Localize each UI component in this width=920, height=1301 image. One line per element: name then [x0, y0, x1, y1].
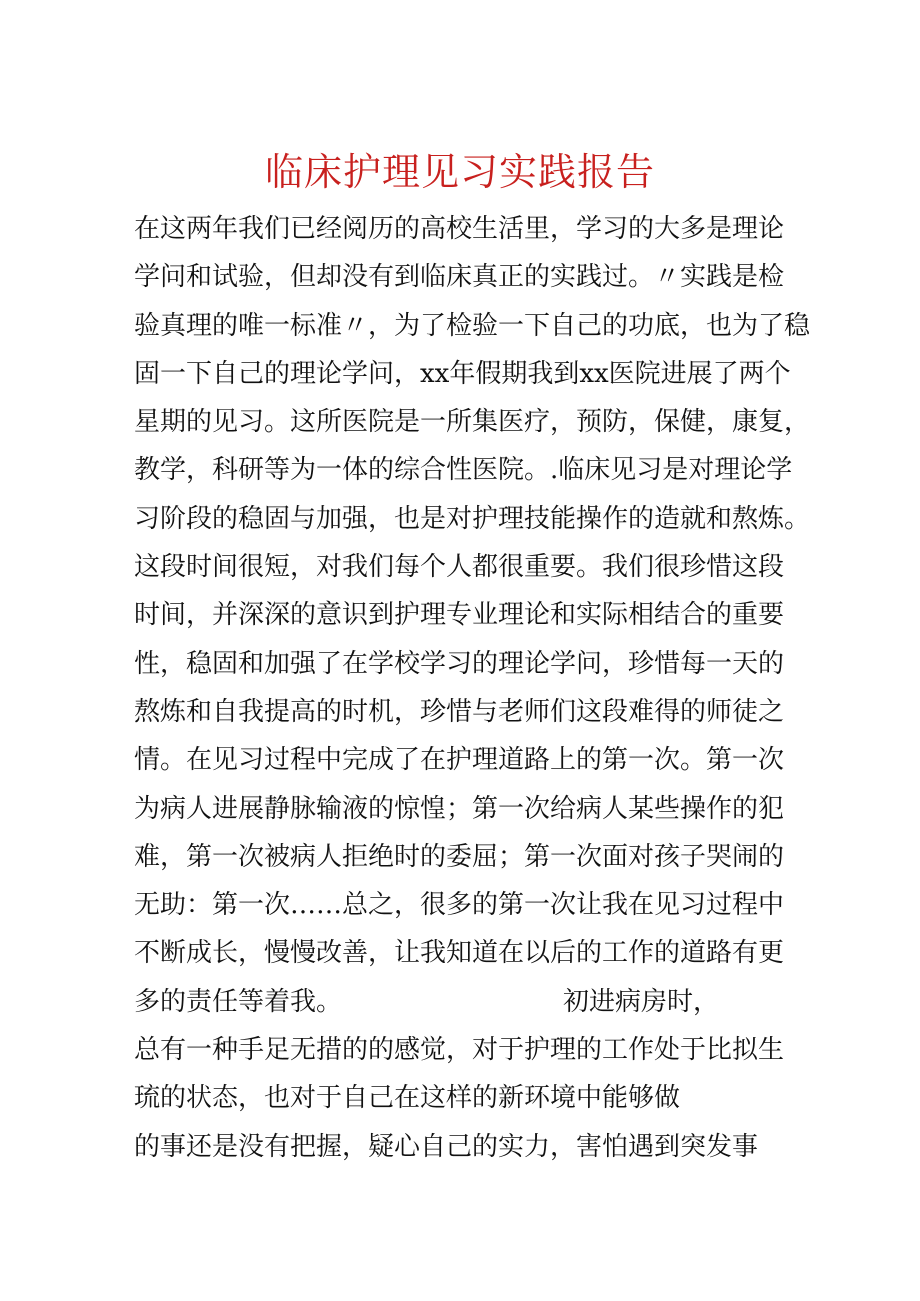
document-body — [134, 205, 814, 1171]
body-line: 固一下自己的理论学问，xx年假期我到xx医院进展了两个 — [134, 358, 791, 389]
body-line: 性，稳固和加强了在学校学习的理论学问，珍惜每一天的 — [134, 648, 785, 679]
body-line: 总有一种手足无措的的感觉，对于护理的工作处于比拟生 — [134, 1035, 785, 1066]
body-line: 情。在见习过程中完成了在护理道路上的第一次。第一次 — [134, 745, 785, 776]
body-line: 熬炼和自我提高的时机，珍惜与老师们这段难得的师徒之 — [134, 696, 785, 727]
body-line: 学问和试验，但却没有到临床真正的实践过。〃实践是检 — [134, 262, 785, 293]
body-line: 习阶段的稳固与加强，也是对护理技能操作的造就和熬炼。 — [134, 503, 811, 534]
body-line: 星期的见习。这所医院是一所集医疗，预防，保健，康复， — [134, 407, 811, 438]
body-line: 为病人进展静脉输液的惊惶；第一次给病人某些操作的犯 — [134, 793, 785, 824]
body-line: 多的责任等着我。 初进病房时， — [134, 986, 720, 1017]
body-line: 时间，并深深的意识到护理专业理论和实际相结合的重要 — [134, 600, 785, 631]
body-line: 不断成长，慢慢改善，让我知道在以后的工作的道路有更 — [134, 938, 785, 969]
body-line: 在这两年我们已经阅历的高校生活里，学习的大多是理论 — [134, 214, 785, 244]
body-line: 难，第一次被病人拒绝时的委屈；第一次面对孩子哭闹的 — [134, 841, 785, 872]
body-line: 验真理的唯一标准〃，为了检验一下自己的功底，也为了稳 — [134, 310, 811, 341]
body-line: 这段时间很短，对我们每个人都很重要。我们很珍惜这段 — [134, 552, 785, 583]
document-title: 临床护理见习实践报告 — [264, 150, 655, 194]
body-line: 的事还是没有把握，疑心自己的实力，害怕遇到突发事 — [134, 1131, 759, 1162]
body-line: 教学，科研等为一体的综合性医院。.临床见习是对理论学 — [134, 455, 793, 486]
body-line: 无助：第一次……总之，很多的第一次让我在见习过程中 — [134, 890, 785, 921]
body-line: 琉的状态，也对于自己在这样的新环境中能够做 — [134, 1083, 681, 1114]
